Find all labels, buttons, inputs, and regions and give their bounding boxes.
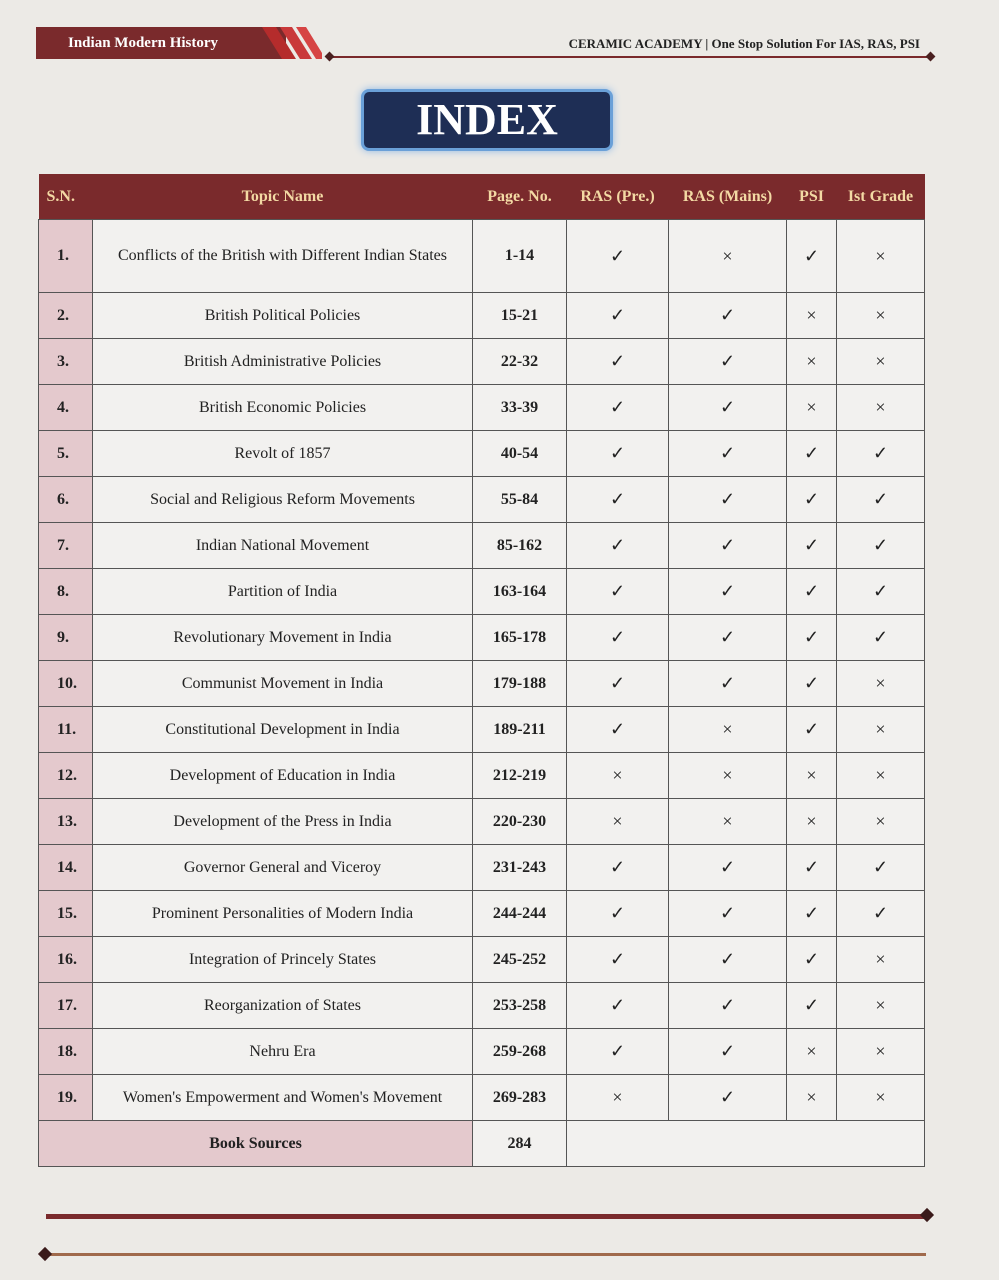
row-sn: 12. — [39, 753, 93, 799]
first-grade-mark: ✓ — [837, 569, 925, 615]
index-table — [38, 174, 925, 1167]
table-row — [39, 339, 925, 385]
row-sn: 2. — [39, 293, 93, 339]
row-sn: 17. — [39, 983, 93, 1029]
ras-mains-mark: ✓ — [669, 293, 787, 339]
psi-mark: ✓ — [787, 707, 837, 753]
ras-pre-mark: ✓ — [567, 661, 669, 707]
psi-mark: ✓ — [787, 477, 837, 523]
table-row — [39, 569, 925, 615]
row-sn: 6. — [39, 477, 93, 523]
sources-empty-cell — [567, 1121, 925, 1167]
header-divider — [330, 56, 930, 58]
table-row — [39, 845, 925, 891]
row-topic: British Economic Policies — [93, 385, 473, 431]
row-topic: Development of Education in India — [93, 753, 473, 799]
psi-mark: × — [787, 293, 837, 339]
row-topic: Revolt of 1857 — [93, 431, 473, 477]
row-page: 165-178 — [473, 615, 567, 661]
row-page: 269-283 — [473, 1075, 567, 1121]
row-page: 85-162 — [473, 523, 567, 569]
row-sn: 14. — [39, 845, 93, 891]
psi-mark: ✓ — [787, 891, 837, 937]
book-sources-label: Book Sources — [39, 1121, 473, 1167]
first-grade-mark: × — [837, 385, 925, 431]
row-topic: Reorganization of States — [93, 983, 473, 1029]
first-grade-mark: × — [837, 799, 925, 845]
sources-row — [39, 1121, 925, 1167]
col-header-psi: PSI — [787, 174, 837, 220]
col-header-ras-pre: RAS (Pre.) — [567, 174, 669, 220]
psi-mark: × — [787, 1075, 837, 1121]
ras-mains-mark: ✓ — [669, 431, 787, 477]
table-row — [39, 293, 925, 339]
ras-pre-mark: ✓ — [567, 431, 669, 477]
ras-pre-mark: ✓ — [567, 293, 669, 339]
ras-pre-mark: × — [567, 799, 669, 845]
first-grade-mark: × — [837, 293, 925, 339]
col-header-page: Page. No. — [473, 174, 567, 220]
table-row — [39, 707, 925, 753]
row-page: 212-219 — [473, 753, 567, 799]
row-topic: Constitutional Development in India — [93, 707, 473, 753]
row-topic: Prominent Personalities of Modern India — [93, 891, 473, 937]
table-row — [39, 1029, 925, 1075]
first-grade-mark: ✓ — [837, 845, 925, 891]
ras-pre-mark: × — [567, 1075, 669, 1121]
first-grade-mark: × — [837, 937, 925, 983]
table-row — [39, 615, 925, 661]
psi-mark: ✓ — [787, 845, 837, 891]
first-grade-mark: × — [837, 220, 925, 293]
psi-mark: × — [787, 339, 837, 385]
table-row — [39, 431, 925, 477]
table-row — [39, 753, 925, 799]
psi-mark: ✓ — [787, 937, 837, 983]
table-row — [39, 477, 925, 523]
col-header-first-grade: Ist Grade — [837, 174, 925, 220]
ras-pre-mark: ✓ — [567, 937, 669, 983]
subject-title: Indian Modern History — [68, 34, 219, 51]
ras-mains-mark: ✓ — [669, 615, 787, 661]
psi-mark: ✓ — [787, 615, 837, 661]
row-page: 33-39 — [473, 385, 567, 431]
row-topic: Conflicts of the British with Different Indian States — [93, 220, 473, 293]
footer-divider-lower — [46, 1253, 926, 1256]
col-header-ras-mains: RAS (Mains) — [669, 174, 787, 220]
row-page: 220-230 — [473, 799, 567, 845]
row-topic: Revolutionary Movement in India — [93, 615, 473, 661]
row-sn: 11. — [39, 707, 93, 753]
psi-mark: ✓ — [787, 569, 837, 615]
row-sn: 3. — [39, 339, 93, 385]
row-sn: 19. — [39, 1075, 93, 1121]
row-topic: Partition of India — [93, 569, 473, 615]
ras-mains-mark: ✓ — [669, 937, 787, 983]
ras-pre-mark: ✓ — [567, 845, 669, 891]
first-grade-mark: ✓ — [837, 477, 925, 523]
row-sn: 9. — [39, 615, 93, 661]
col-header-topic: Topic Name — [93, 174, 473, 220]
row-page: 15-21 — [473, 293, 567, 339]
row-sn: 13. — [39, 799, 93, 845]
ras-pre-mark: ✓ — [567, 891, 669, 937]
ras-mains-mark: ✓ — [669, 1029, 787, 1075]
ras-pre-mark: ✓ — [567, 477, 669, 523]
row-topic: British Political Policies — [93, 293, 473, 339]
row-sn: 8. — [39, 569, 93, 615]
row-page: 189-211 — [473, 707, 567, 753]
psi-mark: ✓ — [787, 661, 837, 707]
first-grade-mark: ✓ — [837, 891, 925, 937]
first-grade-mark: ✓ — [837, 431, 925, 477]
table-row — [39, 220, 925, 293]
row-page: 40-54 — [473, 431, 567, 477]
ras-mains-mark: ✓ — [669, 339, 787, 385]
row-sn: 16. — [39, 937, 93, 983]
academy-tagline: CERAMIC ACADEMY | One Stop Solution For IAS, RAS, PSI — [568, 36, 920, 51]
table-row — [39, 1075, 925, 1121]
footer-divider — [46, 1214, 926, 1219]
ras-mains-mark: ✓ — [669, 983, 787, 1029]
ras-pre-mark: ✓ — [567, 1029, 669, 1075]
ras-mains-mark: × — [669, 220, 787, 293]
table-row — [39, 385, 925, 431]
row-topic: British Administrative Policies — [93, 339, 473, 385]
ras-pre-mark: ✓ — [567, 707, 669, 753]
row-page: 244-244 — [473, 891, 567, 937]
table-row — [39, 937, 925, 983]
ras-pre-mark: × — [567, 753, 669, 799]
row-sn: 10. — [39, 661, 93, 707]
row-page: 259-268 — [473, 1029, 567, 1075]
ras-pre-mark: ✓ — [567, 339, 669, 385]
col-header-sn: S.N. — [39, 174, 93, 220]
ras-pre-mark: ✓ — [567, 523, 669, 569]
ras-mains-mark: × — [669, 753, 787, 799]
ras-mains-mark: ✓ — [669, 477, 787, 523]
row-topic: Indian National Movement — [93, 523, 473, 569]
row-page: 22-32 — [473, 339, 567, 385]
ras-mains-mark: ✓ — [669, 845, 787, 891]
table-row — [39, 891, 925, 937]
row-sn: 5. — [39, 431, 93, 477]
first-grade-mark: × — [837, 339, 925, 385]
ras-mains-mark: × — [669, 799, 787, 845]
ras-mains-mark: ✓ — [669, 385, 787, 431]
ras-mains-mark: ✓ — [669, 523, 787, 569]
psi-mark: ✓ — [787, 983, 837, 1029]
row-topic: Communist Movement in India — [93, 661, 473, 707]
first-grade-mark: × — [837, 753, 925, 799]
ras-pre-mark: ✓ — [567, 385, 669, 431]
row-topic: Development of the Press in India — [93, 799, 473, 845]
row-topic: Governor General and Viceroy — [93, 845, 473, 891]
first-grade-mark: × — [837, 661, 925, 707]
row-sn: 15. — [39, 891, 93, 937]
row-page: 179-188 — [473, 661, 567, 707]
psi-mark: ✓ — [787, 220, 837, 293]
table-header-row — [39, 174, 925, 220]
row-page: 163-164 — [473, 569, 567, 615]
row-page: 1-14 — [473, 220, 567, 293]
row-page: 253-258 — [473, 983, 567, 1029]
psi-mark: × — [787, 799, 837, 845]
row-sn: 18. — [39, 1029, 93, 1075]
ras-mains-mark: ✓ — [669, 1075, 787, 1121]
first-grade-mark: × — [837, 983, 925, 1029]
first-grade-mark: × — [837, 1029, 925, 1075]
row-sn: 4. — [39, 385, 93, 431]
ras-pre-mark: ✓ — [567, 220, 669, 293]
table-row — [39, 983, 925, 1029]
ras-pre-mark: ✓ — [567, 615, 669, 661]
ras-mains-mark: ✓ — [669, 569, 787, 615]
row-page: 55-84 — [473, 477, 567, 523]
row-sn: 1. — [39, 220, 93, 293]
row-page: 245-252 — [473, 937, 567, 983]
book-sources-page: 284 — [473, 1121, 567, 1167]
ras-pre-mark: ✓ — [567, 569, 669, 615]
first-grade-mark: × — [837, 707, 925, 753]
ras-mains-mark: × — [669, 707, 787, 753]
psi-mark: × — [787, 385, 837, 431]
table-row — [39, 661, 925, 707]
table-row — [39, 523, 925, 569]
psi-mark: × — [787, 753, 837, 799]
first-grade-mark: ✓ — [837, 615, 925, 661]
row-topic: Nehru Era — [93, 1029, 473, 1075]
row-topic: Women's Empowerment and Women's Movement — [93, 1075, 473, 1121]
index-title: INDEX — [361, 89, 613, 151]
psi-mark: ✓ — [787, 523, 837, 569]
first-grade-mark: × — [837, 1075, 925, 1121]
table-row — [39, 799, 925, 845]
row-topic: Integration of Princely States — [93, 937, 473, 983]
ras-pre-mark: ✓ — [567, 983, 669, 1029]
row-sn: 7. — [39, 523, 93, 569]
first-grade-mark: ✓ — [837, 523, 925, 569]
psi-mark: × — [787, 1029, 837, 1075]
psi-mark: ✓ — [787, 431, 837, 477]
ras-mains-mark: ✓ — [669, 661, 787, 707]
row-page: 231-243 — [473, 845, 567, 891]
ras-mains-mark: ✓ — [669, 891, 787, 937]
banner-stripes-decoration — [262, 27, 322, 59]
subject-banner — [36, 27, 286, 59]
row-topic: Social and Religious Reform Movements — [93, 477, 473, 523]
